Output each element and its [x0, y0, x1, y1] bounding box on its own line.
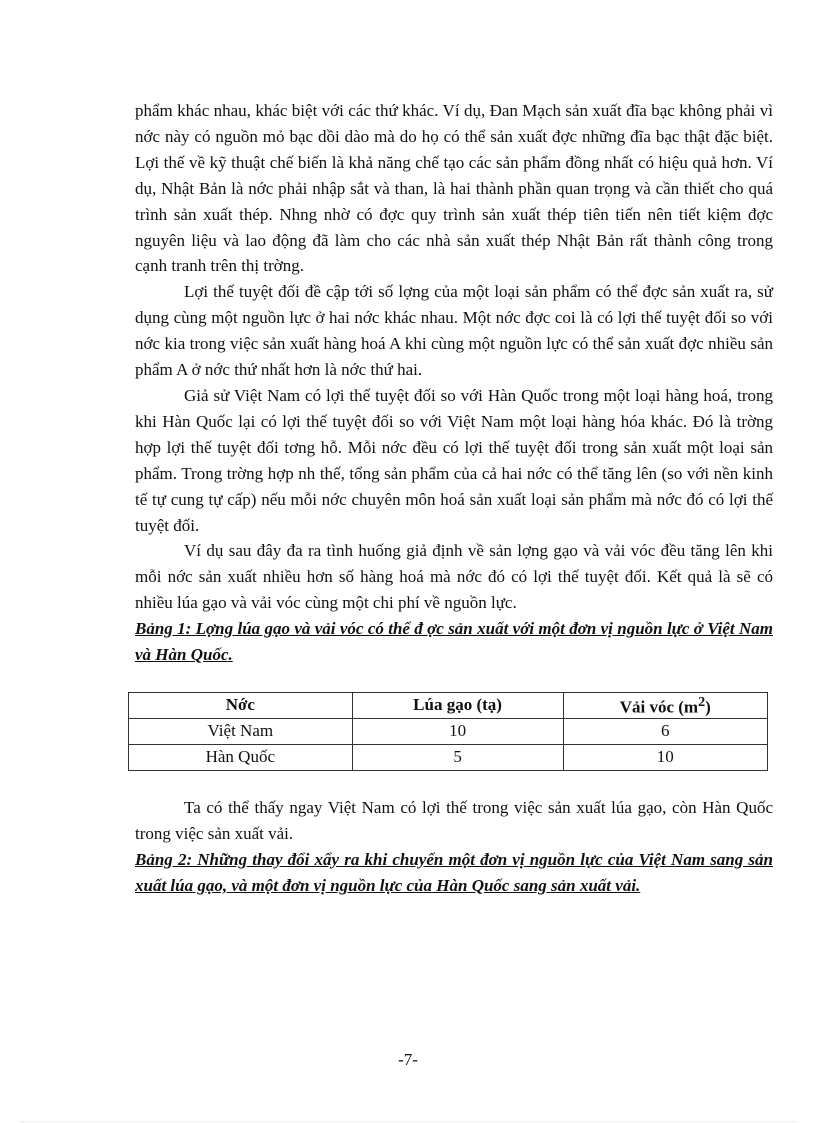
paragraph-3: Giả sử Việt Nam có lợi thế tuyệt đối so với Hàn Quốc trong một loại hàng hoá, trong khi Hàn Quốc lại có lợi thế tuyệt đối so với Việt Nam một loại hàng hóa khác. Đó là trờng hợp lợi thế tuyệt đối tơng hỗ. Mỗi nớc đều có lợi thế tuyệt đối trong sản xuất một loại sản phẩm. Trong trờng hợp nh thế, tổng sản phẩm của cả hai nớc có thể tăng lên (so với nền kinh tế tự cung tự cấp) nếu mỗi nớc chuyên môn hoá sản xuất loại sản phẩm mà nớc đó có lợi thế tuyệt đối.: [135, 385, 773, 535]
document-page: [135, 98, 773, 899]
header-cloth: [563, 692, 768, 718]
header-rice: Lúa gạo (tạ): [352, 692, 563, 718]
cell-rice: 5: [352, 744, 563, 770]
paragraph-5: Ta có thể thấy ngay Việt Nam có lợi thế trong việc sản xuất lúa gạo, còn Hàn Quốc trong việc sản xuất vải.: [135, 797, 773, 843]
table-header-row: [129, 692, 768, 718]
header-country: Nớc: [129, 692, 353, 718]
header-cloth-label: Vải vóc (m: [619, 697, 699, 717]
paragraph-4: Ví dụ sau đây đa ra tình huống giả định về sản lợng gạo và vải vóc đều tăng lên khi mỗi nớc sản xuất nhiều hơn số hàng hoá mà nớc đó có lợi thế tuyệt đối. Kết quả là sẽ có nhiều lúa gạo và vải vóc cùng một chi phí về nguồn lực.: [135, 541, 773, 613]
table-1-caption: Bảng 1: Lợng lúa gạo và vải vóc có thể đ ợc sản xuất với một đơn vị nguồn lực ở Việt Nam và Hàn Quốc.: [135, 619, 773, 665]
paragraph-1: phẩm khác nhau, khác biệt với các thứ khác. Ví dụ, Đan Mạch sản xuất đĩa bạc không phải vì nớc này có nguồn mỏ bạc dồi dào mà do họ có thể sản xuất đợc những đĩa bạc thật đặc biệt. Lợi thế về kỹ thuật chế biến là khả năng chế tạo các sản phẩm đồng nhất có hiệu quả hơn. Ví dụ, Nhật Bản là nớc phải nhập sắt và than, là hai thành phần quan trọng và cần thiết cho quá trình sản xuất thép. Nhng nhờ có đợc quy trình sản xuất thép tiên tiến nên tiết kiệm đợc nguyên liệu và lao động đã làm cho các nhà sản xuất thép Nhật Bản rất thành công trong cạnh tranh trên thị trờng.: [135, 101, 773, 276]
header-cloth-sup: 2: [698, 693, 706, 710]
paragraph-2: Lợi thế tuyệt đối đề cập tới số lợng của một loại sản phẩm có thể đợc sản xuất ra, sử dụng cùng một nguồn lực ở hai nớc khác nhau. Một nớc đợc coi là có lợi thế tuyệt đối so với nớc kia trong việc sản xuất hàng hoá A khi cùng một nguồn lực có thể sản xuất đợc nhiều sản phẩm A ở nớc thứ nhất hơn là nớc thứ hai.: [135, 282, 773, 380]
table-1: [128, 692, 768, 771]
page-number: -7-: [398, 1050, 418, 1069]
cell-cloth: 6: [563, 718, 768, 744]
page-bottom-divider: [20, 1121, 796, 1122]
header-cloth-close: ): [705, 697, 711, 717]
cell-cloth: 10: [563, 744, 768, 770]
cell-rice: 10: [352, 718, 563, 744]
table-row: [129, 744, 768, 770]
cell-country: Hàn Quốc: [129, 744, 353, 770]
table-2-caption: Bảng 2: Những thay đổi xẩy ra khi chuyển một đơn vị nguồn lực của Việt Nam sang sản xuất lúa gạo, và một đơn vị nguồn lực của Hàn Quốc sang sản xuất vải.: [135, 849, 773, 895]
table-row: [129, 718, 768, 744]
cell-country: Việt Nam: [129, 718, 353, 744]
